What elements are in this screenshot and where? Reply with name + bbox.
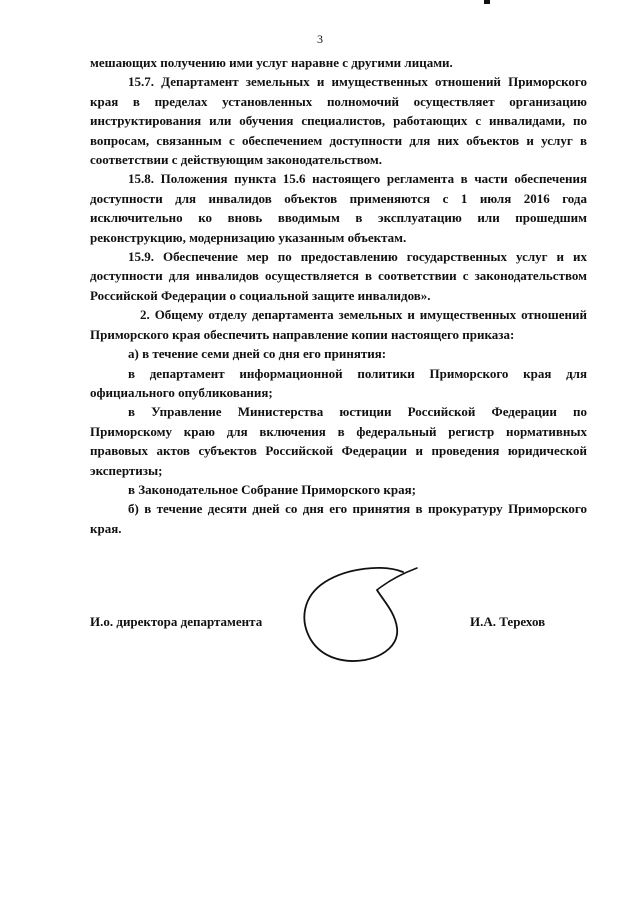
paragraph-15-7: 15.7. Департамент земельных и имущественных отношений Приморского края в пределах установленных полномочий осуществляет организацию инструктирования или обучения специалистов, работающих с инвалидами, по вопросам, связанным с обеспечением доступности для них объектов и услуг в соответствии с действующим законодательством. bbox=[90, 74, 587, 168]
paragraph-2: 2. Общему отделу департамента земельных и имущественных отношений Приморского края обеспечить направление копии настоящего приказа: bbox=[90, 307, 587, 342]
signatory-name: И.А. Терехов bbox=[470, 614, 546, 629]
signatory-title: И.о. директора департамента bbox=[90, 614, 263, 629]
document-body bbox=[90, 53, 587, 538]
paragraph-2a-item-2: в Управление Министерства юстиции Российской Федерации по Приморскому краю для включения в федеральный регистр нормативных правовых актов субъектов Российской Федерации и проведения юридической экспертизы; bbox=[90, 404, 587, 478]
paragraph-2a-item-1: в департамент информационной политики Приморского края для официального опубликования; bbox=[90, 365, 587, 400]
page-number: 3 bbox=[317, 32, 323, 46]
paragraph-15-9: 15.9. Обеспечение мер по предоставлению государственных услуг и их доступности для инвалидов осуществляется в соответствии с законодательством Российской Федерации о социальной защите инвалидов». bbox=[90, 249, 587, 303]
paragraph-2a-item-3: в Законодательное Собрание Приморского края; bbox=[128, 481, 417, 497]
paragraph-15-8: 15.8. Положения пункта 15.6 настоящего регламента в части обеспечения доступности для инвалидов объектов применяются с 1 июля 2016 года исключительно ко вновь вводимым в эксплуатацию или прошедшим реконструкцию, модернизацию указанным объектам. bbox=[90, 171, 587, 245]
handwritten-signature bbox=[285, 560, 435, 670]
paragraph-continuation: мешающих получению ими услуг наравне с другими лицами. bbox=[90, 55, 453, 70]
paragraph-2a: а) в течение семи дней со дня его принятия: bbox=[128, 346, 387, 362]
paragraph-2b: б) в течение десяти дней со дня его принятия в прокуратуру Приморского края. bbox=[90, 501, 587, 536]
scan-mark bbox=[484, 0, 490, 4]
